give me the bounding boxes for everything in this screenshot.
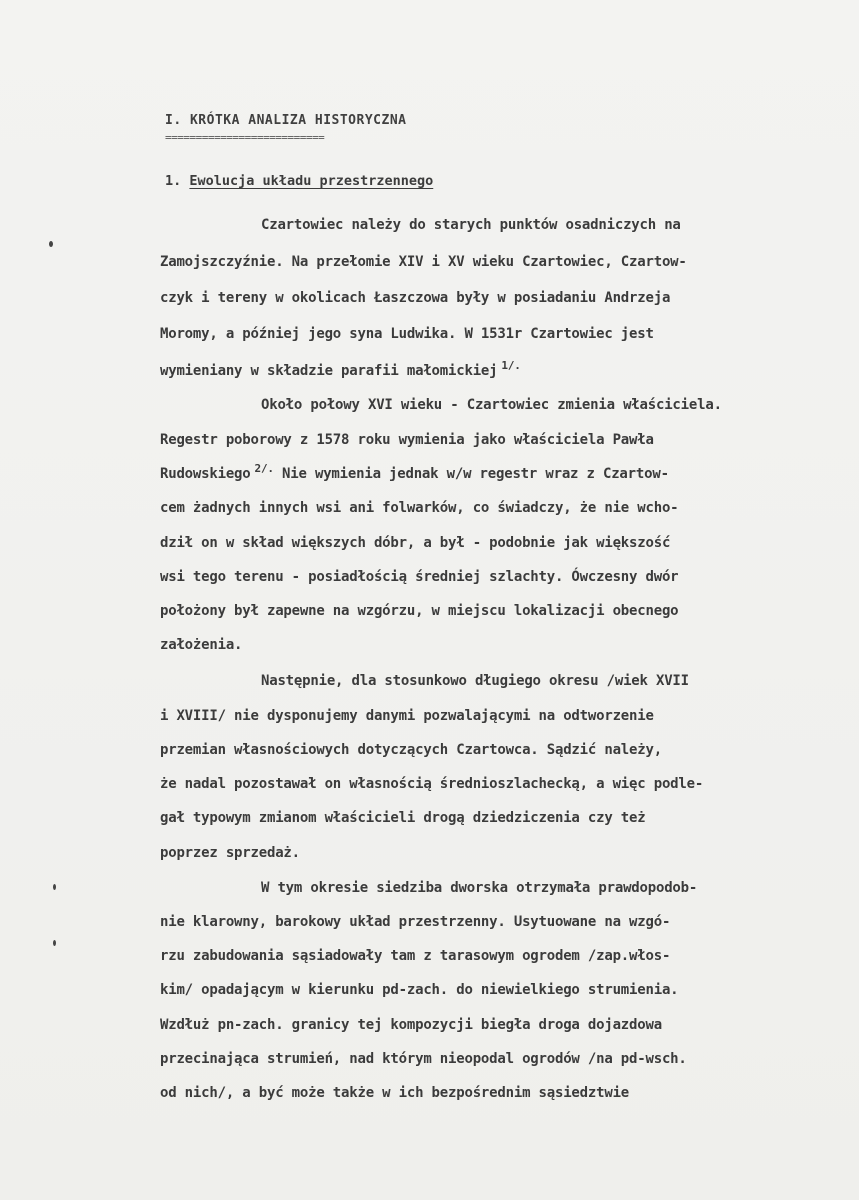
text-line: od nich/, a być może także w ich bezpośrednim sąsiedztwie xyxy=(160,1085,630,1101)
text-line: i XVIII/ nie dysponujemy danymi pozwalającymi na odtworzenie xyxy=(160,708,654,724)
section-title: Ewolucja układu przestrzennego xyxy=(189,173,434,189)
chapter-heading: I. KRÓTKA ANALIZA HISTORYCZNA xyxy=(165,113,407,128)
margin-mark xyxy=(49,241,53,247)
text-line: założenia. xyxy=(160,637,243,653)
text-line: nie klarowny, barokowy układ przestrzenny. Usytuowane na wzgó- xyxy=(160,914,671,930)
section-heading xyxy=(165,173,433,189)
text-line: W tym okresie siedziba dworska otrzymała prawdopodob- xyxy=(261,880,698,896)
text-line: rzu zabudowania sąsiadowały tam z tarasowym ogrodem /zap.włos- xyxy=(160,948,671,964)
text-line: przecinająca strumień, nad którym nieopodal ogrodów /na pd-wsch. xyxy=(160,1051,687,1067)
text-line: Moromy, a później jego syna Ludwika. W 1531r Czartowiec jest xyxy=(160,326,654,342)
text-segment: Rudowskiego xyxy=(160,466,251,482)
text-line: Zamojszczyźnie. Na przełomie XIV i XV wieku Czartowiec, Czartow- xyxy=(160,254,687,270)
text-line: dził on w skład większych dóbr, a był - podobnie jak większość xyxy=(160,535,671,551)
text-line: Następnie, dla stosunkowo długiego okresu /wiek XVII xyxy=(261,673,689,689)
footnote-ref: 1/. xyxy=(501,359,521,372)
text-line: Około połowy XVI wieku - Czartowiec zmienia właściciela. xyxy=(261,397,722,413)
text-segment: wymieniany w składzie parafii małomickiej xyxy=(160,363,498,379)
text-line: wsi tego terenu - posiadłością średniej szlachty. Ówczesny dwór xyxy=(160,569,679,585)
text-line: gał typowym zmianom właścicieli drogą dziedziczenia czy też xyxy=(160,810,646,826)
text-line: czyk i tereny w okolicach Łaszczowa były w posiadaniu Andrzeja xyxy=(160,290,671,306)
text-line: cem żadnych innych wsi ani folwarków, co świadczy, że nie wcho- xyxy=(160,500,679,516)
text-line xyxy=(160,462,859,482)
margin-mark xyxy=(53,940,56,946)
text-line: położony był zapewne na wzgórzu, w miejscu lokalizacji obecnego xyxy=(160,603,679,619)
text-line: poprzez sprzedaż. xyxy=(160,845,300,861)
text-line xyxy=(160,359,859,379)
text-segment: Nie wymienia jednak w/w regestr wraz z Czartow- xyxy=(282,466,669,482)
margin-mark xyxy=(53,884,56,890)
footnote-ref: 2/. xyxy=(254,462,274,475)
text-line: Wzdłuż pn-zach. granicy tej kompozycji biegła droga dojazdowa xyxy=(160,1017,662,1033)
text-line: Regestr poborowy z 1578 roku wymienia jako właściciela Pawła xyxy=(160,432,654,448)
text-line: Czartowiec należy do starych punktów osadniczych na xyxy=(261,217,681,233)
text-line: kim/ opadającym w kierunku pd-zach. do niewielkiego strumienia. xyxy=(160,982,679,998)
heading-underline: ========================== xyxy=(165,131,325,144)
text-line: przemian własnościowych dotyczących Czartowca. Sądzić należy, xyxy=(160,742,662,758)
section-number: 1. xyxy=(165,173,182,189)
text-line: że nadal pozostawał on własnością średnioszlachecką, a więc podle- xyxy=(160,776,704,792)
